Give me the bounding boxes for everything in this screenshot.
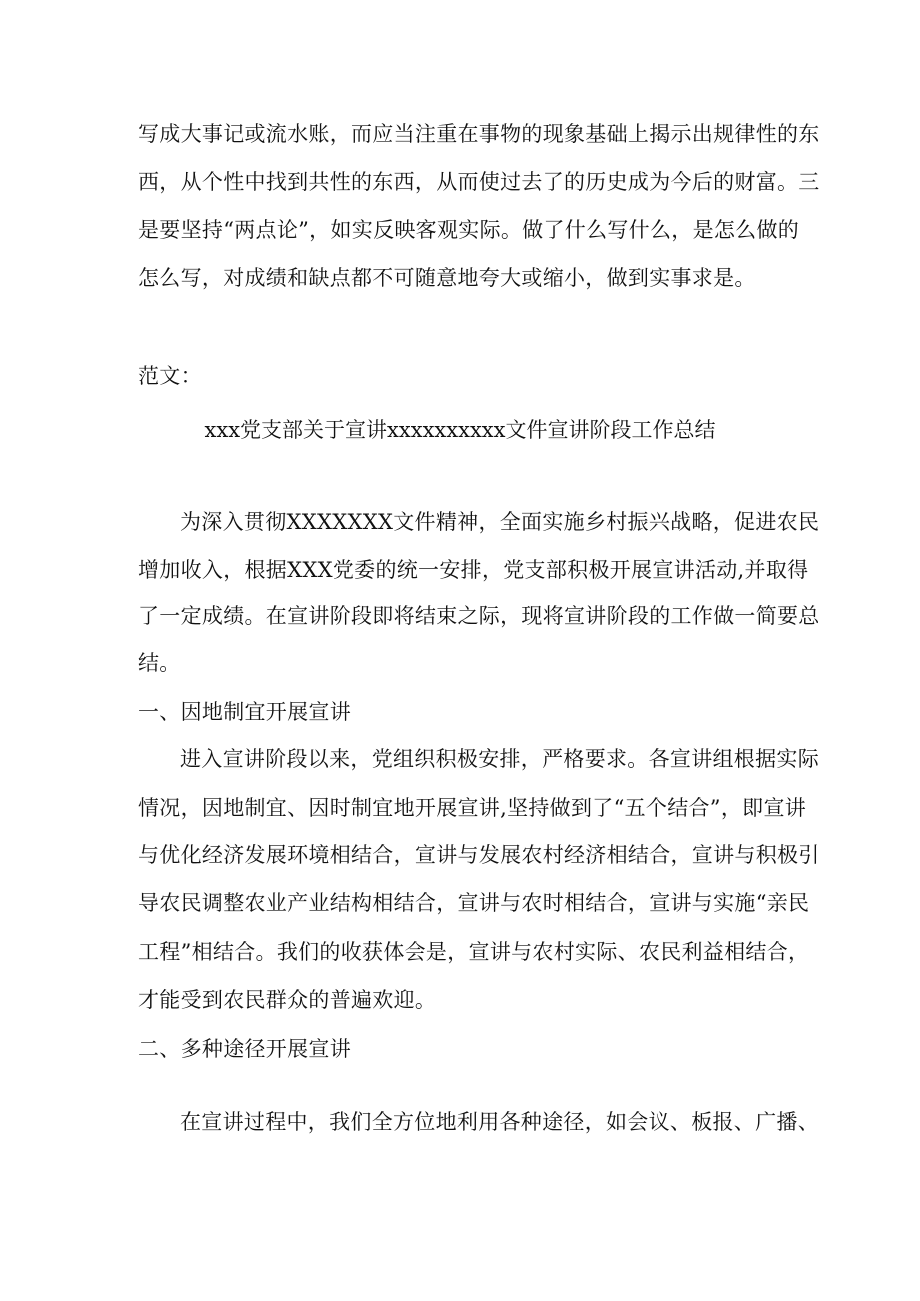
paragraph-line: 为深入贯彻XXXXXXX文件精神，全面实施乡村振兴战略，促进农民 [180,510,820,534]
intro-line: 西，从个性中找到共性的东西，从而使过去了的历史成为今后的财富。三 [138,170,820,194]
paragraph-line: 结。 [138,651,181,675]
paragraph-line: 在宣讲过程中，我们全方位地利用各种途径，如会议、板报、广播、 [180,1110,819,1134]
document-title: xxx党支部关于宣讲xxxxxxxxxx文件宣讲阶段工作总结 [204,418,716,442]
paragraph-line: 了一定成绩。在宣讲阶段即将结束之际，现将宣讲阶段的工作做一简要总 [138,604,820,628]
intro-line: 怎么写，对成绩和缺点都不可随意地夸大或缩小，做到实事求是。 [138,266,756,290]
sample-label: 范文： [138,364,202,388]
section-heading: 二、多种途径开展宣讲 [138,1037,351,1061]
paragraph-line: 情况，因地制宜、因时制宜地开展宣讲,坚持做到了“五个结合”，即宣讲 [138,796,807,820]
intro-line: 是要坚持“两点论”，如实反映客观实际。做了什么写什么，是怎么做的 [138,218,800,242]
paragraph-line: 与优化经济发展环境相结合，宣讲与发展农村经济相结合，宣讲与积极引 [138,843,820,867]
paragraph-line: 才能受到农民群众的普遍欢迎。 [138,988,437,1012]
paragraph-line: 导农民调整农业产业结构相结合，宣讲与农时相结合，宣讲与实施“亲民 [138,891,810,915]
paragraph-line: 进入宣讲阶段以来，党组织积极安排，严格要求。各宣讲组根据实际 [180,747,819,771]
paragraph-line: 增加收入，根据XXX党委的统一安排，党支部积极开展宣讲活动,并取得 [138,558,809,582]
section-heading: 一、因地制宜开展宣讲 [138,700,351,724]
paragraph-line: 工程”相结合。我们的收获体会是，宣讲与农村实际、农民利益相结合， [138,940,810,964]
intro-line: 写成大事记或流水账，而应当注重在事物的现象基础上揭示出规律性的东 [138,122,820,146]
